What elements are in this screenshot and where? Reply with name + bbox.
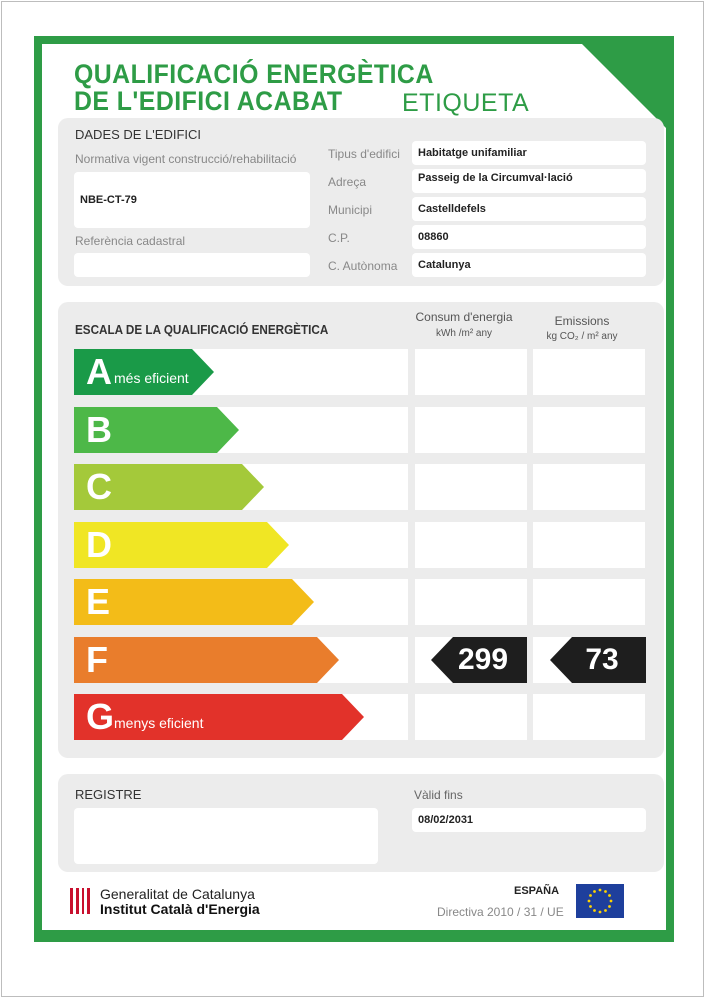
scale-sub-g: menys eficient xyxy=(114,715,204,731)
org-line1: Generalitat de Catalunya xyxy=(100,886,255,902)
building-section-title: DADES DE L'EDIFICI xyxy=(75,127,202,142)
emissions-cell-d xyxy=(533,522,645,568)
registre-title: REGISTRE xyxy=(75,787,142,802)
valid-until-field: 08/02/2031 xyxy=(412,808,646,832)
normativa-label: Normativa vigent construcció/rehabilitació xyxy=(75,152,297,166)
consum-value: 299 xyxy=(457,642,509,676)
label-inner xyxy=(42,44,666,930)
directive-label: Directiva 2010 / 31 / UE xyxy=(437,905,564,919)
tipus-field: Habitatge unifamiliar xyxy=(412,141,646,165)
consum-cell-a xyxy=(415,349,527,395)
scale-section-title: ESCALA DE LA QUALIFICACIÓ ENERGÈTICA xyxy=(75,322,329,337)
emissions-header: Emissions xyxy=(554,314,610,328)
building-data-panel xyxy=(58,118,664,286)
scale-letter-e: E xyxy=(86,581,111,622)
country-label: ESPAÑA xyxy=(514,885,560,897)
scale-letter-a: A xyxy=(86,351,112,392)
scale-bar-d xyxy=(74,522,289,568)
normativa-field: NBE-CT-79 xyxy=(74,172,310,228)
scale-bar-b xyxy=(74,407,239,453)
etiqueta-label: ETIQUETA xyxy=(402,89,530,117)
referencia-field xyxy=(74,253,310,277)
consum-unit: kWh /m² any xyxy=(435,328,493,339)
scale-bar-g xyxy=(74,694,364,740)
scale-bar-c xyxy=(74,464,264,510)
valid-until-label: Vàlid fins xyxy=(414,788,463,802)
label-frame xyxy=(34,36,674,942)
emissions-unit: kg CO₂ / m² any xyxy=(546,331,618,342)
scale-bar-a xyxy=(74,349,214,395)
municipi-field: Castelldefels xyxy=(412,197,646,221)
registre-field xyxy=(74,808,378,864)
scale-letter-g: G xyxy=(86,696,115,737)
consum-header: Consum d'energia xyxy=(415,310,513,324)
scale-letter-d: D xyxy=(86,523,112,565)
comunitat-label: C. Autònoma xyxy=(328,259,398,273)
title-line1: QUALIFICACIÓ ENERGÈTICA xyxy=(74,59,434,89)
scale-letter-c: C xyxy=(86,466,112,507)
comunitat-field: Catalunya xyxy=(412,253,646,277)
cp-label: C.P. xyxy=(328,231,350,245)
scale-bar-f xyxy=(74,637,339,683)
tipus-label: Tipus d'edifici xyxy=(328,147,400,161)
consum-cell-b xyxy=(415,407,527,453)
consum-value-tag xyxy=(431,637,527,683)
municipi-label: Municipi xyxy=(328,203,373,217)
corner-triangle xyxy=(582,44,666,128)
scale-bar-e xyxy=(74,579,314,625)
cp-field: 08860 xyxy=(412,225,646,249)
scale-letter-b: B xyxy=(86,408,112,450)
adreca-label: Adreça xyxy=(328,175,367,189)
consum-cell-d xyxy=(415,522,527,568)
adreca-field: Passeig de la Circumval·lació xyxy=(412,169,646,193)
emissions-cell-b xyxy=(533,407,645,453)
scale-letter-f: F xyxy=(86,638,108,680)
emissions-cell-g xyxy=(533,694,645,740)
consum-cell-e xyxy=(415,579,527,625)
emissions-cell-e xyxy=(533,579,645,625)
consum-cell-g xyxy=(415,694,527,740)
consum-cell-c xyxy=(415,464,527,510)
eu-flag-icon xyxy=(576,884,624,918)
emissions-value: 73 xyxy=(585,642,619,676)
emissions-cell-c xyxy=(533,464,645,510)
registre-panel xyxy=(58,774,664,872)
referencia-label: Referència cadastral xyxy=(75,234,186,248)
org-line2: Institut Català d'Energia xyxy=(100,901,260,917)
scale-sub-a: més eficient xyxy=(114,370,189,386)
energy-scale-panel xyxy=(58,302,664,758)
emissions-value-tag xyxy=(550,637,646,683)
generalitat-logo xyxy=(68,886,92,916)
emissions-cell-a xyxy=(533,349,645,395)
title-line2: DE L'EDIFICI ACABAT xyxy=(74,86,343,116)
